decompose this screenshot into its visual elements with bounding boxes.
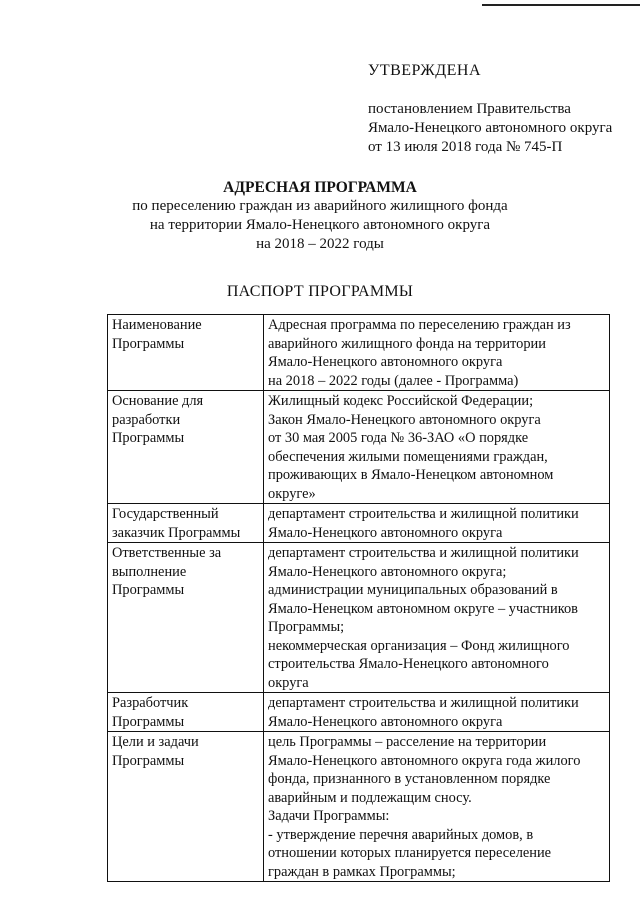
passport-row — [108, 391, 610, 504]
passport-title: ПАСПОРТ ПРОГРАММЫ — [226, 283, 414, 300]
value-line: от 30 мая 2005 года № 36-ЗАО «О порядке — [268, 430, 529, 446]
passport-row-label — [108, 543, 264, 693]
value-line: округе» — [268, 485, 316, 502]
decree-line: Ямало-Ненецкого автономного округа — [368, 120, 613, 136]
label-line: заказчик Программы — [112, 524, 241, 541]
passport-table-body — [108, 315, 610, 882]
value-line: департамент строительства и жилищной политики — [268, 695, 579, 711]
value-line: Закон Ямало-Ненецкого автономного округа — [268, 411, 541, 428]
passport-row-label — [108, 315, 264, 391]
passport-row — [108, 504, 610, 543]
passport-row — [108, 732, 610, 882]
value-line: Ямало-Ненецкого автономного округа; — [268, 563, 507, 580]
approval-decree — [368, 100, 612, 157]
passport-row-label — [108, 504, 264, 543]
value-line: граждан в рамках Программы; — [268, 863, 456, 880]
program-subtitle-line: на 2018 – 2022 годы — [256, 236, 384, 252]
label-line: Разработчик — [112, 695, 189, 711]
value-line: фонда, признанного в установленном порядке — [268, 771, 551, 787]
label-line: Программы — [112, 713, 185, 730]
label-line: Программы — [112, 752, 185, 769]
approval-stamp-title: УТВЕРЖДЕНА — [368, 62, 482, 79]
passport-row — [108, 315, 610, 391]
value-line: - утверждение перечня аварийных домов, в — [268, 826, 534, 843]
passport-row-value — [264, 543, 610, 693]
passport-row-label — [108, 693, 264, 732]
value-line: аварийным и подлежащим сносу. — [268, 789, 472, 806]
program-heading — [0, 178, 640, 254]
value-line: администрации муниципальных образований в — [268, 582, 558, 598]
value-line: Программы; — [268, 619, 345, 635]
passport-row-value — [264, 504, 610, 543]
value-line: на 2018 – 2022 годы (далее - Программа) — [268, 372, 519, 389]
value-line: Адресная программа по переселению граждан из — [268, 317, 571, 333]
label-line: Наименование — [112, 317, 202, 333]
value-line: департамент строительства и жилищной политики — [268, 545, 579, 561]
label-line: выполнение — [112, 563, 187, 580]
program-subtitle-line: по переселению граждан из аварийного жилищного фонда — [132, 198, 508, 214]
value-line: обеспечения жилыми помещениями граждан, — [268, 448, 548, 465]
value-line: округа — [268, 674, 309, 691]
value-line: аварийного жилищного фонда на территории — [268, 335, 546, 352]
value-line: Задачи Программы: — [268, 808, 390, 824]
decree-line: постановлением Правительства — [368, 101, 571, 117]
value-line: Ямало-Ненецком автономном округе – участников — [268, 600, 578, 617]
label-line: Программы — [112, 582, 185, 598]
passport-row-label — [108, 391, 264, 504]
value-line: отношении которых планируется переселение — [268, 845, 552, 861]
passport-row — [108, 693, 610, 732]
decree-line: от 13 июля 2018 года № 745-П — [368, 139, 563, 155]
passport-row-value — [264, 391, 610, 504]
program-title: АДРЕСНАЯ ПРОГРАММА — [223, 179, 417, 196]
label-line: Программы — [112, 335, 185, 352]
top-edge-rule — [482, 4, 640, 6]
value-line: некоммерческая организация – Фонд жилищного — [268, 637, 570, 654]
value-line: Ямало-Ненецкого автономного округа — [268, 354, 503, 370]
label-line: Ответственные за — [112, 545, 222, 561]
value-line: проживающих в Ямало-Ненецком автономном — [268, 467, 554, 483]
value-line: строительства Ямало-Ненецкого автономного — [268, 656, 549, 672]
value-line: Ямало-Ненецкого автономного округа — [268, 713, 503, 730]
label-line: Государственный — [112, 506, 219, 522]
value-line: цель Программы – расселение на территории — [268, 734, 547, 750]
program-subtitle-line: на территории Ямало-Ненецкого автономного округа — [149, 217, 491, 233]
value-line: Жилищный кодекс Российской Федерации; — [268, 393, 534, 409]
label-line: Программы — [112, 430, 185, 446]
passport-row-value — [264, 693, 610, 732]
label-line: Основание для — [112, 393, 204, 409]
passport-row — [108, 543, 610, 693]
passport-table — [107, 314, 610, 882]
passport-row-value — [264, 315, 610, 391]
value-line: Ямало-Ненецкого автономного округа года жилого — [268, 752, 581, 769]
label-line: Цели и задачи — [112, 734, 199, 750]
passport-row-label — [108, 732, 264, 882]
label-line: разработки — [112, 411, 181, 428]
value-line: Ямало-Ненецкого автономного округа — [268, 524, 503, 541]
value-line: департамент строительства и жилищной политики — [268, 506, 579, 522]
passport-row-value — [264, 732, 610, 882]
